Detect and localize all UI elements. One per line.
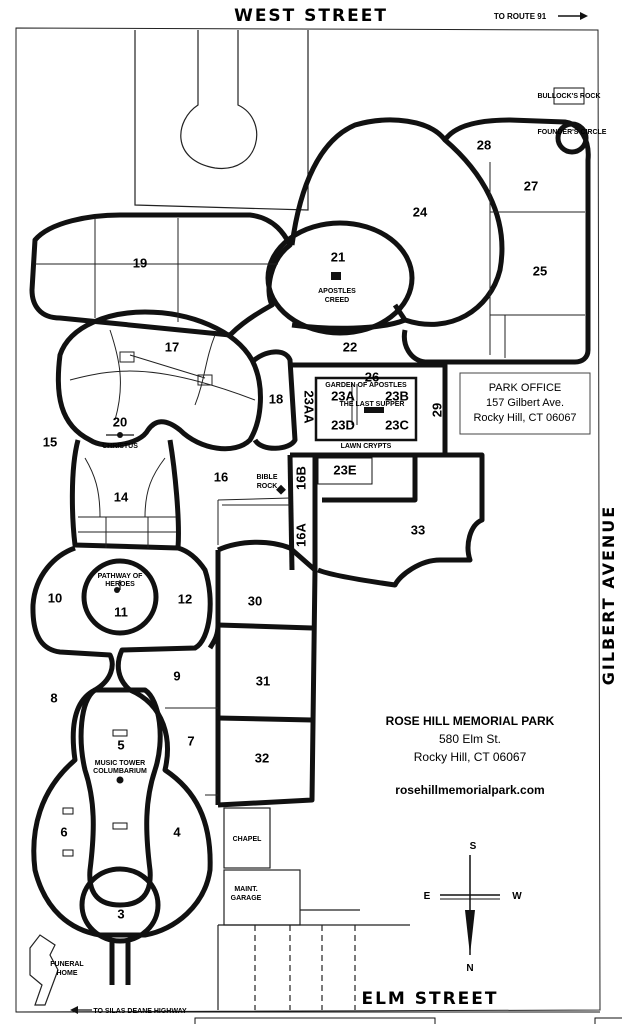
west-street-label: WEST STREET: [234, 6, 388, 26]
section-label: 23E: [333, 462, 357, 478]
section-label: 21: [330, 249, 346, 265]
section-label: 23A: [331, 388, 355, 404]
chapel-label: CHAPEL: [232, 835, 262, 843]
garden-of-apostles-label: GARDEN OF APOSTLES: [325, 381, 407, 389]
elm-street-label: ELM STREET: [361, 989, 499, 1009]
christus-label: CHRISTUS: [102, 442, 138, 450]
section-label: 32: [254, 750, 270, 766]
compass-west: W: [512, 891, 522, 902]
compass-north: N: [466, 963, 474, 974]
section-label: 18: [268, 391, 284, 407]
elm-street-driveway: [195, 1018, 622, 1024]
section-label: 14: [113, 489, 129, 505]
park-office-address: 157 Gilbert Ave.: [485, 397, 565, 409]
section-label: 19: [132, 255, 148, 271]
park-address: 580 Elm St.: [438, 732, 502, 746]
buildings: [30, 808, 410, 1010]
section-label: 16B: [293, 466, 309, 490]
maint-garage-label-1: MAINT.: [234, 885, 258, 893]
apostles-creed-label-2: CREED: [324, 296, 350, 304]
gilbert-avenue-label: GILBERT AVENUE: [599, 504, 618, 686]
last-supper-label: THE LAST SUPPER: [339, 400, 405, 408]
bible-rock-label-1: BIBLE: [256, 473, 278, 481]
founders-circle-label: FOUNDER'S CIRCLE: [537, 128, 607, 136]
section-label: 22: [342, 339, 358, 355]
road-network: [32, 120, 588, 985]
music-tower-label-2: COLUMBARIUM: [93, 767, 147, 775]
tower-marker-icon: [117, 777, 124, 784]
park-url[interactable]: rosehillmemorialpark.com: [395, 783, 545, 797]
section-label: 23B: [385, 388, 409, 404]
apostles-creed-label-1: APOSTLES: [318, 287, 356, 295]
compass-east: E: [423, 891, 431, 902]
maint-garage-label-2: GARAGE: [230, 894, 262, 902]
pathway-of-heroes-label-2: HEROES: [105, 580, 135, 588]
section-label: 30: [247, 593, 263, 609]
park-city: Rocky Hill, CT 06067: [413, 750, 527, 764]
music-tower-label-1: MUSIC TOWER: [94, 759, 146, 767]
section-label: 26: [364, 369, 380, 385]
section-label: 10: [47, 590, 63, 606]
section-label: 4: [173, 824, 181, 840]
section-label: 5: [117, 737, 125, 753]
section-label: 28: [476, 137, 492, 153]
section-label: 8: [50, 690, 58, 706]
section-label: 29: [429, 402, 445, 418]
park-name: ROSE HILL MEMORIAL PARK: [385, 714, 555, 728]
compass-south: S: [469, 841, 477, 852]
section-label: 16: [213, 469, 229, 485]
park-office-title: PARK OFFICE: [488, 382, 562, 394]
lawn-crypts-label: LAWN CRYPTS: [340, 442, 392, 450]
section-label: 25: [532, 263, 548, 279]
funeral-home-label-2: HOME: [56, 969, 78, 977]
arrow-left-icon: [70, 1006, 92, 1014]
section-label: 6: [60, 824, 68, 840]
section-label: 15: [42, 434, 58, 450]
funeral-home-label-1: FUNERAL: [50, 960, 84, 968]
section-label: 23C: [385, 417, 409, 433]
silas-deane-label: TO SILAS DEANE HIGHWAY: [93, 1008, 187, 1015]
section-label: 23D: [331, 417, 355, 433]
bible-rock-icon: [276, 485, 286, 495]
pathway-of-heroes-label-1: PATHWAY OF: [97, 572, 143, 580]
north-lot: [135, 30, 308, 210]
christus-marker-icon: [106, 432, 134, 438]
section-label: 23AA: [301, 390, 317, 424]
park-office-city: Rocky Hill, CT 06067: [473, 412, 577, 424]
section-label: 16A: [293, 523, 309, 547]
last-supper-icon: [364, 407, 384, 413]
section-label: 33: [410, 522, 426, 538]
section-label: 27: [523, 178, 539, 194]
arrow-right-icon: [558, 12, 588, 20]
section-label: 24: [412, 204, 428, 220]
apostles-creed-icon: [331, 272, 341, 280]
section-label: 20: [112, 414, 128, 430]
section-label: 31: [255, 673, 271, 689]
section-label: 3: [117, 906, 125, 922]
section-label: 7: [187, 733, 195, 749]
section-label: 11: [114, 604, 128, 620]
section-label: 17: [164, 339, 180, 355]
section-label: 9: [173, 668, 181, 684]
compass-icon: [440, 855, 500, 955]
route-91-label: TO ROUTE 91: [493, 12, 547, 21]
bible-rock-label-2: ROCK: [256, 482, 278, 490]
bullocks-rock-label: BULLOCK'S ROCK: [537, 92, 601, 100]
section-label: 12: [177, 591, 193, 607]
